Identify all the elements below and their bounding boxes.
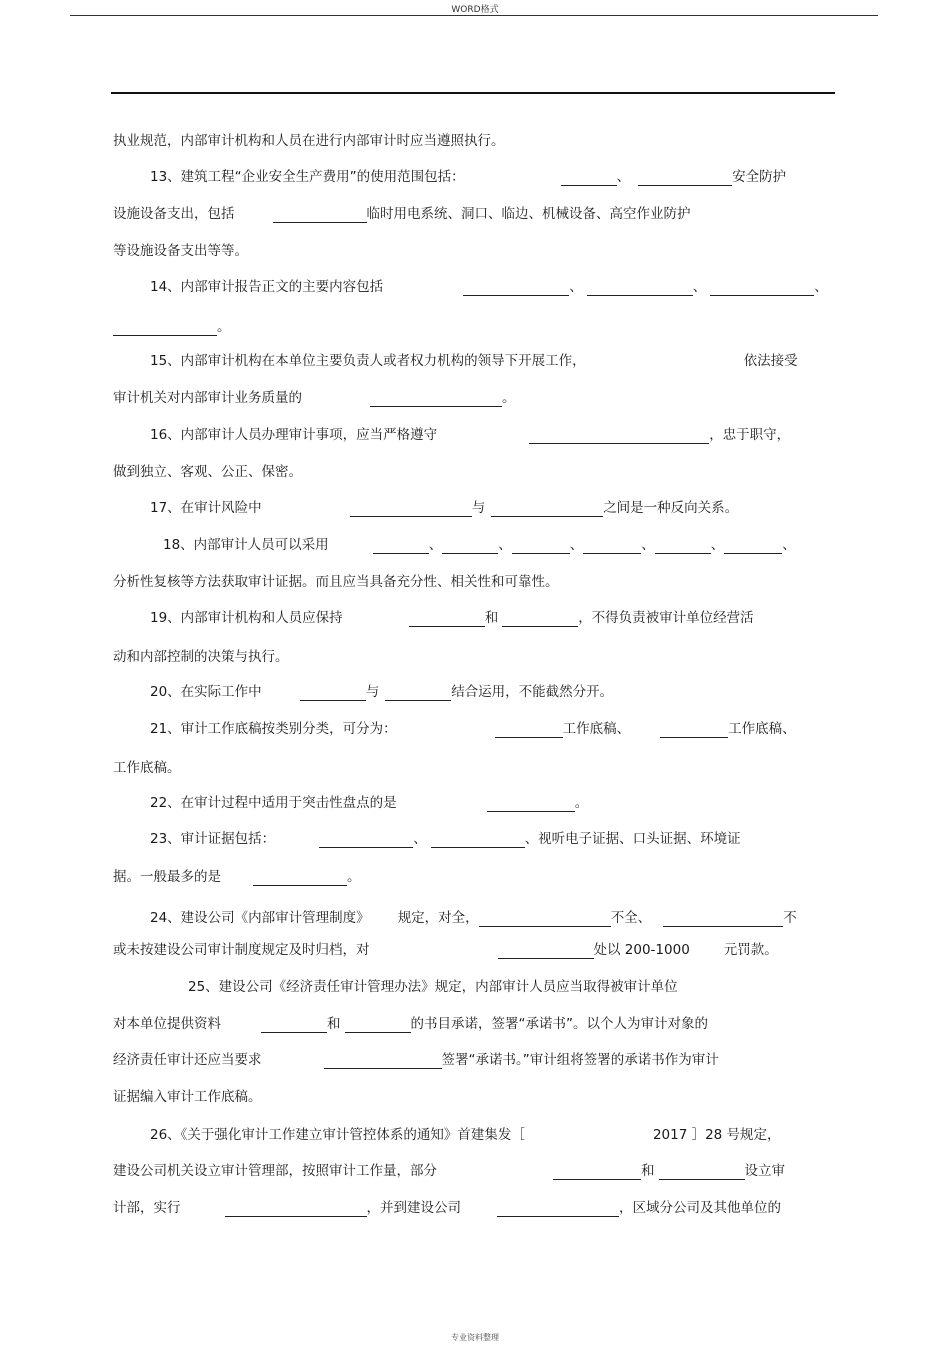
text-line [113, 941, 778, 959]
line-text: 16、内部审计人员办理审计事项，应当严格遵守 [150, 427, 438, 443]
line-text: ，并到建设公司 [366, 1200, 461, 1216]
text-line [150, 609, 754, 627]
text-line [113, 759, 181, 777]
text-line [113, 389, 516, 407]
line-text: 据。一般最多的是 [113, 869, 221, 885]
fill-in-blank[interactable] [710, 279, 814, 296]
line-text: 工作底稿、 [728, 721, 796, 737]
text-line [113, 573, 559, 591]
fill-in-blank[interactable] [663, 910, 783, 927]
fill-in-blank[interactable] [300, 684, 366, 701]
line-text: 和 [641, 1163, 655, 1179]
line-text: 对本单位提供资料 [113, 1016, 221, 1032]
fill-in-blank[interactable] [261, 1016, 327, 1033]
line-text: 20、在实际工作中 [150, 684, 262, 700]
fill-in-blank[interactable] [479, 910, 611, 927]
fill-in-blank[interactable] [409, 610, 485, 627]
line-text: 18、内部审计人员可以采用 [163, 537, 329, 553]
line-text: 、 [616, 169, 631, 185]
line-text: 做到独立、客观、公正、保密。 [113, 464, 302, 480]
text-line [150, 683, 613, 701]
line-text: 13、建筑工程“企业安全生产费用”的使用范围包括： [150, 169, 465, 185]
fill-in-blank[interactable] [345, 1016, 411, 1033]
text-line [113, 463, 302, 481]
fill-in-blank[interactable] [431, 831, 525, 848]
text-line [113, 205, 691, 223]
line-text: ，区域分公司及其他单位的 [619, 1200, 781, 1216]
line-text: 设施设备支出，包括 [113, 206, 235, 222]
line-text: 和 [327, 1016, 341, 1032]
text-line [150, 168, 786, 186]
fill-in-blank[interactable] [512, 537, 570, 554]
fill-in-blank[interactable] [561, 169, 617, 186]
line-text: 设立审 [744, 1163, 785, 1179]
text-line [113, 1051, 719, 1069]
fill-in-blank[interactable] [113, 319, 217, 336]
line-text: 结合运用，不能截然分开。 [451, 684, 614, 700]
fill-in-blank[interactable] [253, 869, 347, 886]
fill-in-blank[interactable] [655, 537, 711, 554]
line-text: 规定，对全， [397, 910, 479, 926]
line-text: 等设施设备支出等等。 [113, 243, 248, 259]
text-line [113, 868, 361, 886]
line-text: 17、在审计风险中 [150, 500, 262, 516]
text-line [188, 978, 678, 996]
line-text: 与 [365, 684, 380, 700]
line-text: 14、内部审计报告正文的主要内容包括 [150, 279, 384, 295]
fill-in-blank[interactable] [319, 831, 413, 848]
line-text: 经济责任审计还应当要求 [113, 1052, 262, 1068]
line-text: 执业规范，内部审计机构和人员在进行内部审计时应当遵照执行。 [113, 133, 505, 149]
line-text: 、 [428, 537, 443, 553]
line-text: 动和内部控制的决策与执行。 [113, 649, 289, 665]
page-footer: 专业资料整理 [451, 1333, 499, 1342]
text-line [113, 1162, 785, 1180]
line-text: 证据编入审计工作底稿。 [113, 1089, 262, 1105]
line-text: 不全、 [610, 910, 652, 926]
line-text: 之间是一种反向关系。 [603, 500, 739, 516]
line-text: 25、建设公司《经济责任审计管理办法》规定，内部审计人员应当取得被审计单位 [188, 979, 678, 995]
line-text: 不 [783, 910, 797, 926]
line-text: 。 [347, 869, 361, 885]
fill-in-blank[interactable] [497, 1200, 619, 1217]
text-line [113, 132, 505, 150]
text-line [150, 278, 828, 296]
fill-in-blank[interactable] [502, 610, 578, 627]
line-text: ，不得负责被审计单位经营活 [578, 610, 754, 626]
line-text: 建设公司机关设立审计管理部，按照审计工作量，部分 [113, 1163, 437, 1179]
fill-in-blank[interactable] [553, 1163, 641, 1180]
text-line [150, 499, 738, 517]
line-text: 、 [498, 537, 512, 553]
fill-in-blank[interactable] [498, 942, 594, 959]
line-text: 处以 200-1000 [593, 942, 690, 958]
fill-in-blank[interactable] [385, 684, 451, 701]
line-text: 。 [217, 319, 231, 335]
line-text: 安全防护 [732, 169, 787, 185]
line-text: 15、内部审计机构在本单位主要负责人或者权力机构的领导下开展工作， [150, 353, 586, 369]
line-text: 。 [502, 390, 516, 406]
text-line [150, 909, 797, 927]
line-text: 22、在审计过程中适用于突击性盘点的是 [150, 795, 397, 811]
line-text: 21、审计工作底稿按类别分类，可分为： [150, 721, 397, 737]
fill-in-blank[interactable] [370, 390, 502, 407]
line-text: 审计机关对内部审计业务质量的 [113, 390, 302, 406]
line-text: 、视听电子证据、口头证据、环境证 [524, 831, 741, 847]
fill-in-blank[interactable] [487, 795, 575, 812]
line-text: 、 [692, 279, 707, 295]
line-text: 元罚款。 [723, 942, 778, 958]
text-line [150, 794, 588, 812]
fill-in-blank[interactable] [273, 206, 367, 223]
line-text: 。 [574, 795, 589, 811]
line-text: 、 [569, 537, 584, 553]
text-line [150, 720, 796, 738]
line-text: 工作底稿、 [562, 721, 631, 737]
text-line [113, 318, 231, 336]
header-divider [70, 15, 878, 16]
page-header: WORD格式 [451, 5, 499, 15]
text-line [113, 242, 248, 260]
line-text: 分析性复核等方法获取审计证据。而且应当具备充分性、相关性和可靠性。 [113, 574, 559, 590]
line-text: 2017 ］28 号规定， [652, 1127, 781, 1143]
line-text: 的书目承诺，签署“承诺书”。以个人为审计对象的 [410, 1016, 708, 1032]
line-text: 或未按建设公司审计制度规定及时归档，对 [113, 942, 370, 958]
line-text: 、 [782, 537, 796, 553]
text-line [113, 1015, 708, 1033]
line-text: 24、建设公司《内部审计管理制度》 [150, 910, 370, 926]
line-text: ，忠于职守， [709, 427, 791, 443]
line-text: 依法接受 [743, 353, 798, 369]
top-rule-line [111, 92, 835, 94]
fill-in-blank[interactable] [659, 1163, 745, 1180]
text-line [113, 648, 289, 666]
fill-in-blank[interactable] [324, 1052, 442, 1069]
line-text: 和 [484, 610, 499, 626]
line-text: 19、内部审计机构和人员应保持 [150, 610, 343, 626]
fill-in-blank[interactable] [638, 169, 732, 186]
fill-in-blank[interactable] [442, 537, 498, 554]
text-line [150, 830, 741, 848]
text-line [113, 1088, 262, 1106]
fill-in-blank[interactable] [529, 427, 709, 444]
fill-in-blank[interactable] [660, 721, 728, 738]
line-text: 签署“承诺书。”审计组将签署的承诺书作为审计 [441, 1052, 719, 1068]
text-line [113, 1199, 781, 1217]
line-text: 、 [814, 279, 828, 295]
fill-in-blank[interactable] [724, 537, 782, 554]
text-line [150, 426, 790, 444]
line-text: 与 [471, 500, 486, 516]
fill-in-blank[interactable] [463, 279, 569, 296]
line-text: 26、《关于强化审计工作建立审计管控体系的通知》首建集发［ [150, 1127, 525, 1143]
line-text: 、 [569, 279, 583, 295]
fill-in-blank[interactable] [373, 537, 429, 554]
line-text: 、 [641, 537, 655, 553]
fill-in-blank[interactable] [350, 500, 472, 517]
text-line [150, 1126, 781, 1144]
line-text: 、 [710, 537, 725, 553]
fill-in-blank[interactable] [495, 721, 563, 738]
line-text: 23、审计证据包括： [150, 831, 276, 847]
fill-in-blank[interactable] [587, 279, 693, 296]
fill-in-blank[interactable] [225, 1200, 367, 1217]
text-line [150, 352, 798, 370]
fill-in-blank[interactable] [491, 500, 603, 517]
fill-in-blank[interactable] [583, 537, 641, 554]
line-text: 工作底稿。 [113, 760, 181, 776]
text-line [163, 536, 796, 554]
line-text: 、 [413, 831, 427, 847]
line-text: 临时用电系统、洞口、临边、机械设备、高空作业防护 [366, 206, 691, 222]
line-text: 计部，实行 [113, 1200, 181, 1216]
